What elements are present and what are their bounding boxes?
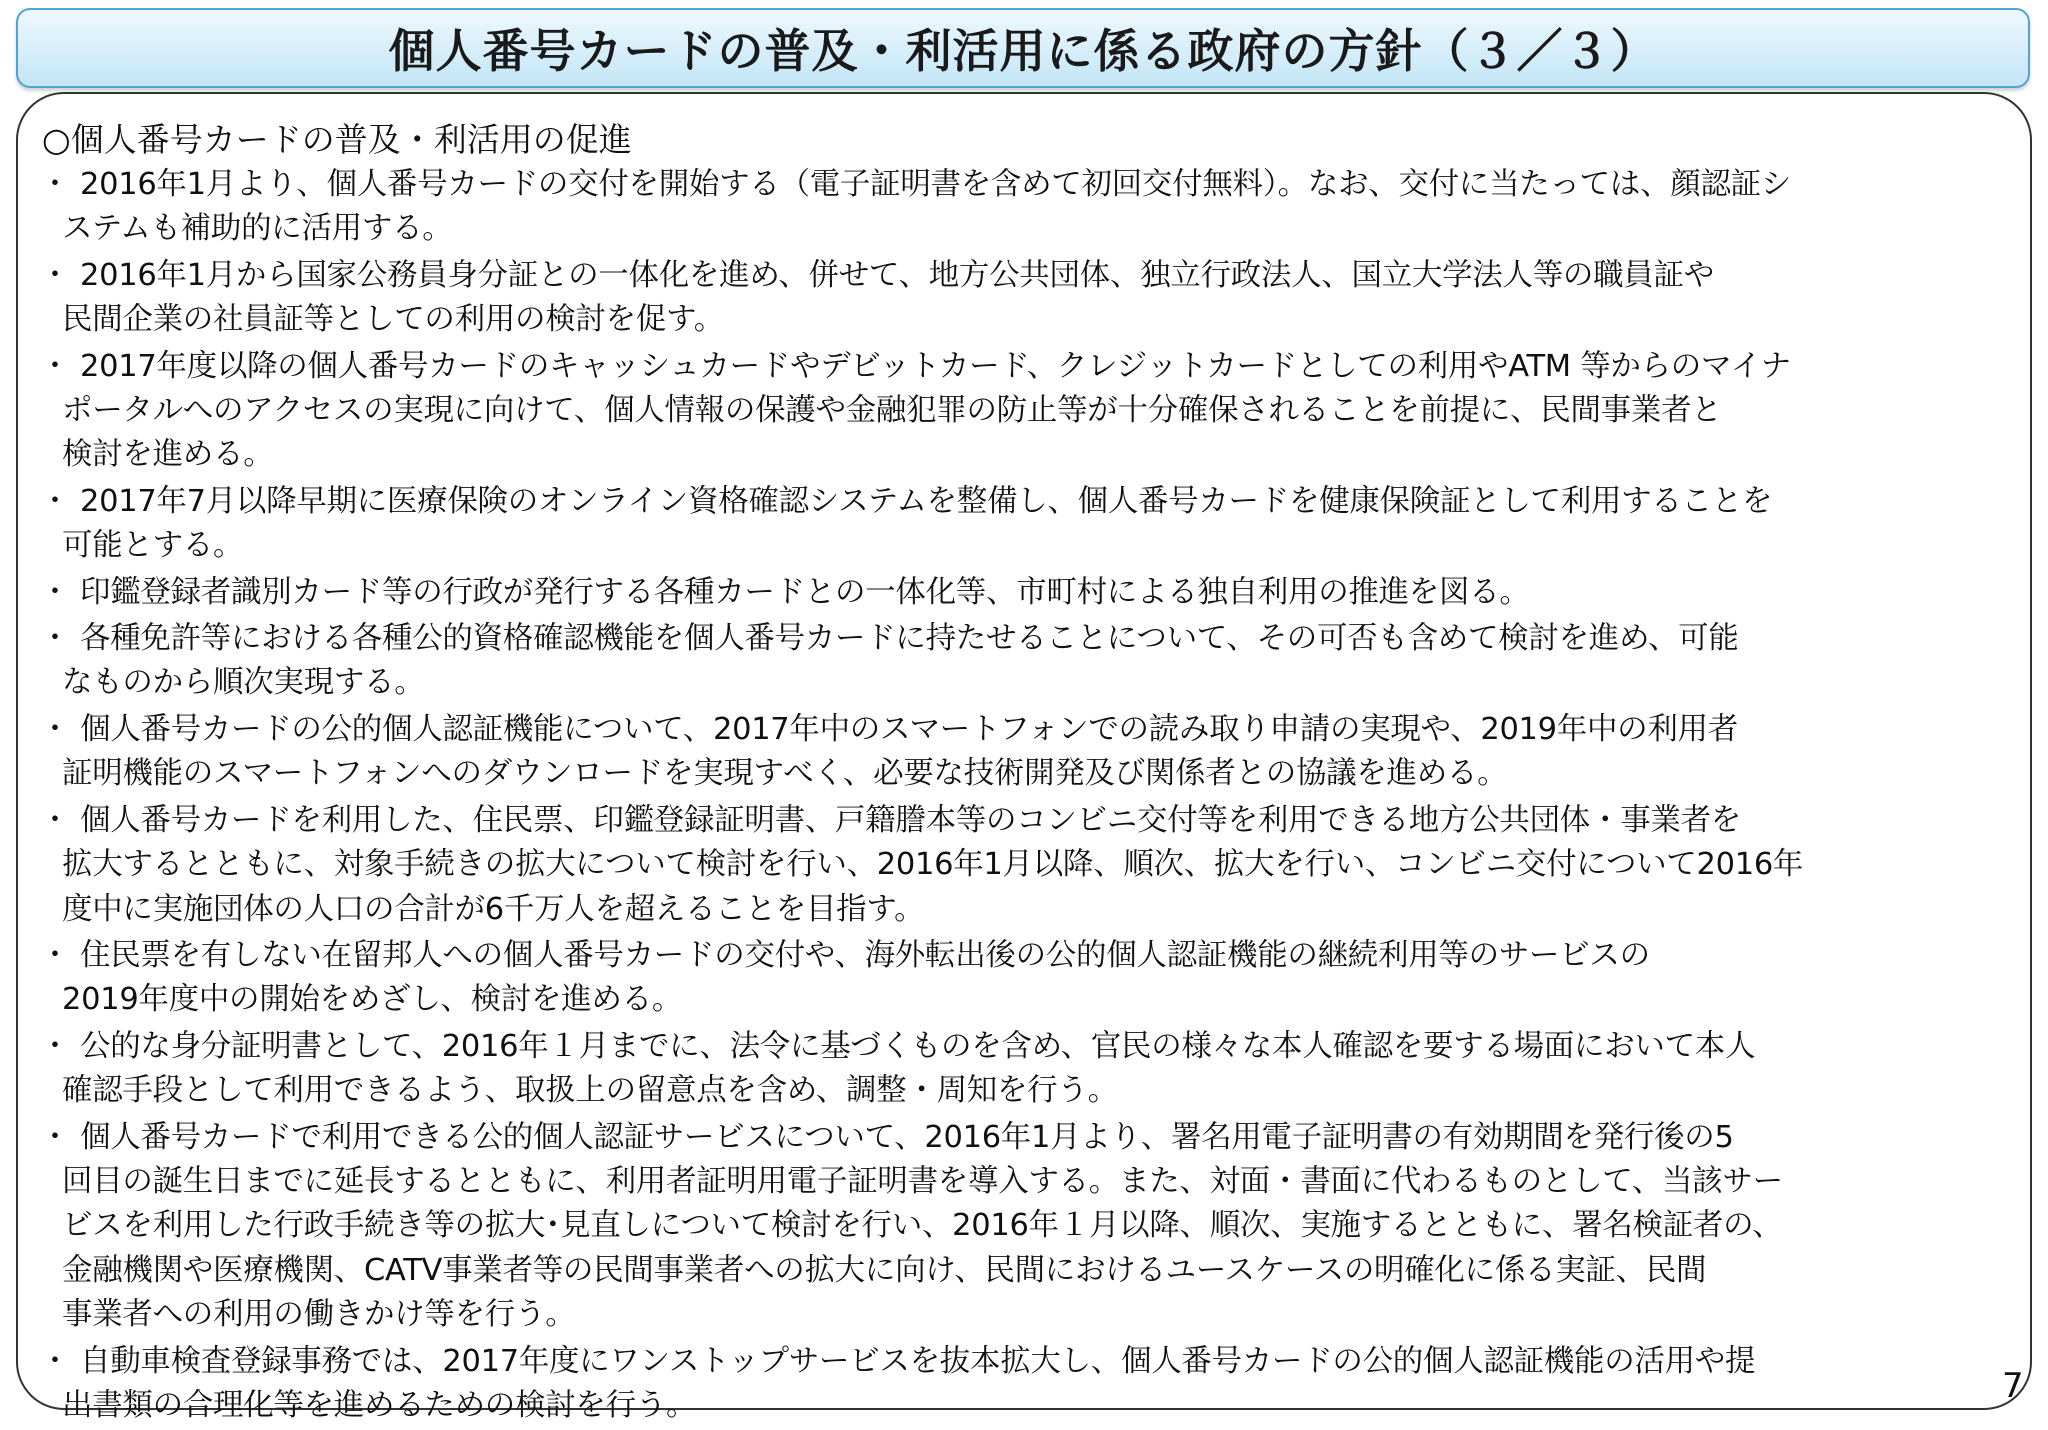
- list-item-line: なものから順次実現する。: [62, 665, 425, 701]
- list-item: [40, 1116, 2010, 1338]
- list-item-line: 可能とする。: [62, 528, 244, 564]
- list-item-line: ステムも補助的に活用する。: [62, 211, 453, 247]
- list-item-line: 住民票を有しない在留邦人への個人番号カードの交付や、海外転出後の公的個人認証機能の継続利用等のサービスの: [80, 937, 1650, 973]
- list-item: [40, 345, 2010, 478]
- bullet-marker: ・: [40, 574, 70, 610]
- list-item-line: 民間企業の社員証等としての利用の検討を促す。: [62, 302, 724, 338]
- bullet-marker: ・: [40, 711, 70, 747]
- list-item-line: 金融機関や医療機関、CATV事業者等の民間事業者への拡大に向け、民間におけるユースケースの明確化に係る実証、民間: [62, 1252, 1707, 1288]
- list-item-line: 拡大するとともに、対象手続きの拡大について検討を行い、2016年1月以降、順次、拡大を行い、コンビニ交付について2016年: [62, 847, 1804, 883]
- list-item-line: 個人番号カードで利用できる公的個人認証サービスについて、2016年1月より、署名用電子証明書の有効期間を発行後の5: [80, 1119, 1734, 1155]
- bullet-marker: ・: [40, 937, 70, 973]
- page-title: 個人番号カードの普及・利活用に係る政府の方針（３／３）: [388, 24, 1658, 78]
- list-item-line: 2016年1月より、個人番号カードの交付を開始する（電子証明書を含めて初回交付無料）。なお、交付に当たっては、顔認証シ: [80, 167, 1792, 202]
- list-item-line: 個人番号カードを利用した、住民票、印鑑登録証明書、戸籍謄本等のコンビニ交付等を利用できる地方公共団体・事業者を: [80, 802, 1741, 838]
- bullet-marker: ・: [40, 483, 70, 519]
- list-item-line: 公的な身分証明書として、2016年１月までに、法令に基づくものを含め、官民の様々な本人確認を要する場面において本人: [80, 1028, 1756, 1064]
- list-item-line: 2017年度以降の個人番号カードのキャッシュカードやデビットカード、クレジットカードとしての利用やATM 等からのマイナ: [80, 348, 1791, 384]
- list-item-line: 回目の誕生日までに延長するとともに、利用者証明用電子証明書を導入する。また、対面・書面に代わるものとして、当該サー: [62, 1163, 1783, 1199]
- list-item-line: 出書類の合理化等を進めるための検討を行う。: [62, 1387, 697, 1423]
- list-item-line: 度中に実施団体の人口の合計が6千万人を超えることを目指す。: [62, 891, 925, 927]
- list-item: [40, 480, 2010, 569]
- list-item: [40, 617, 2010, 706]
- list-item: [40, 934, 2010, 1023]
- list-item-line: 各種免許等における各種公的資格確認機能を個人番号カードに持たせることについて、その可否も含めて検討を進め、可能: [80, 621, 1739, 657]
- list-item-line: ビスを利用した行政手続き等の拡大･見直しについて検討を行い、2016年１月以降、順次、実施するとともに、署名検証者の、: [62, 1208, 1783, 1244]
- bullet-marker: ・: [40, 257, 70, 293]
- list-item-line: 2016年1月から国家公務員身分証との一体化を進め、併せて、地方公共団体、独立行政法人、国立大学法人等の職員証や: [80, 257, 1714, 293]
- title-bar: [16, 8, 2030, 88]
- list-item-line: 個人番号カードの公的個人認証機能について、2017年中のスマートフォンでの読み取り申請の実現や、2019年中の利用者: [80, 711, 1738, 747]
- list-item-line: 2017年7月以降早期に医療保険のオンライン資格確認システムを整備し、個人番号カードを健康保険証として利用することを: [80, 483, 1773, 519]
- bullet-marker: ・: [40, 167, 70, 202]
- list-item: [40, 254, 2010, 343]
- bullet-marker: ・: [40, 1343, 70, 1379]
- list-item-line: 検討を進める。: [62, 437, 274, 473]
- section-heading: ○個人番号カードの普及・利活用の促進: [42, 120, 632, 159]
- list-item: [40, 163, 2010, 252]
- list-item-line: 印鑑登録者識別カード等の行政が発行する各種カードとの一体化等、市町村による独自利用の推進を図る。: [80, 574, 1530, 610]
- list-item-line: 2019年度中の開始をめざし、検討を進める。: [62, 982, 683, 1018]
- bullet-list: [40, 163, 2010, 1430]
- list-item: [40, 708, 2010, 797]
- bullet-marker: ・: [40, 348, 70, 384]
- list-item-line: 証明機能のスマートフォンへのダウンロードを実現すべく、必要な技術開発及び関係者との協議を進める。: [62, 756, 1508, 792]
- list-item: [40, 799, 2010, 932]
- bullet-marker: ・: [40, 1119, 70, 1155]
- list-item-line: 自動車検査登録事務では、2017年度にワンストップサービスを抜本拡大し、個人番号カードの公的個人認証機能の活用や提: [80, 1343, 1756, 1379]
- page-number: 7: [2002, 1366, 2024, 1406]
- list-item-line: ポータルへのアクセスの実現に向けて、個人情報の保護や金融犯罪の防止等が十分確保されることを前提に、民間事業者と: [62, 393, 1722, 429]
- list-item-line: 事業者への利用の働きかけ等を行う。: [62, 1297, 576, 1333]
- list-item: [40, 1340, 2010, 1429]
- bullet-marker: ・: [40, 802, 70, 838]
- bullet-marker: ・: [40, 621, 70, 657]
- bullet-marker: ・: [40, 1028, 70, 1064]
- list-item: [40, 1025, 2010, 1114]
- list-item: [40, 571, 2010, 615]
- list-item-line: 確認手段として利用できるよう、取扱上の留意点を含め、調整・周知を行う。: [62, 1073, 1118, 1109]
